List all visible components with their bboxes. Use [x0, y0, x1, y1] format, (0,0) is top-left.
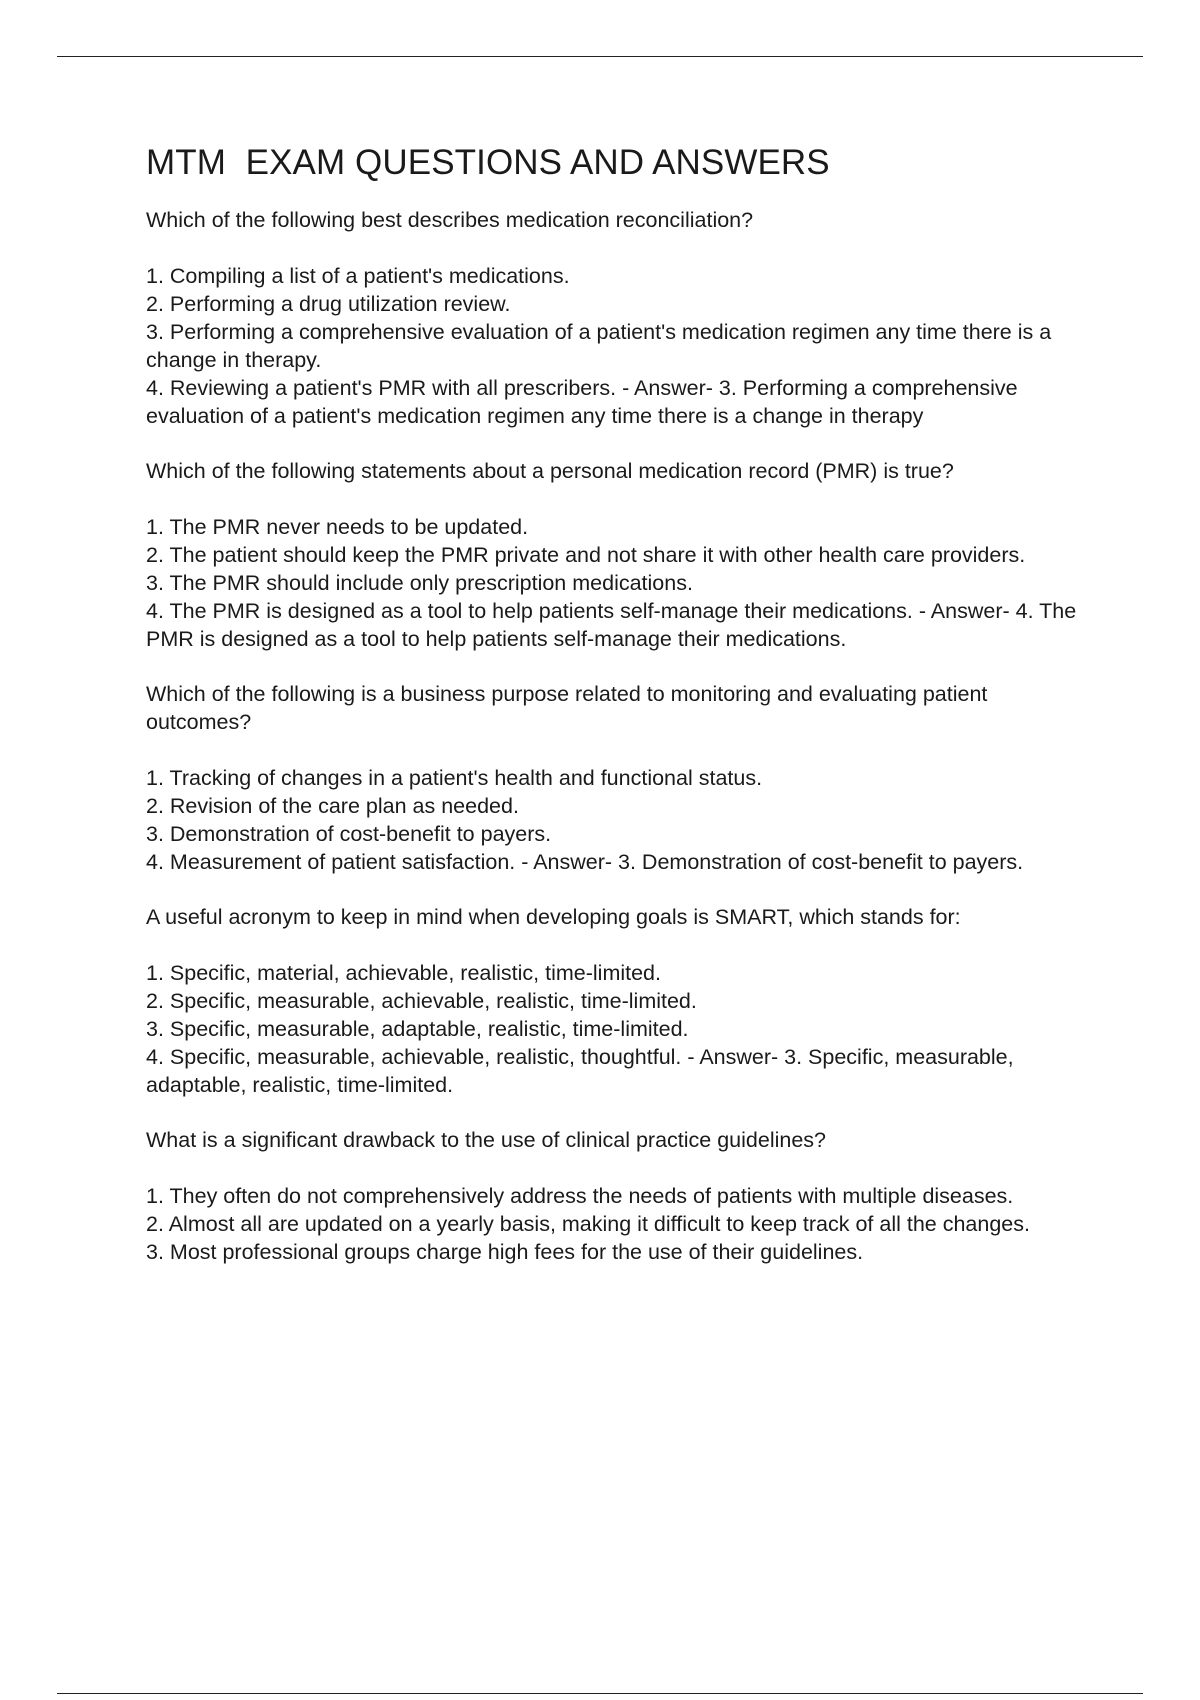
- option-item: 2. Performing a drug utilization review.: [146, 292, 511, 316]
- option-item: 2. The patient should keep the PMR private and not share it with other health care providers.: [146, 543, 1026, 567]
- option-item-with-answer: [146, 1043, 1086, 1099]
- top-rule: [57, 56, 1143, 57]
- option-item: 1. Compiling a list of a patient's medications.: [146, 264, 570, 288]
- option-item: 1. Tracking of changes in a patient's health and functional status.: [146, 766, 763, 790]
- qa-block: [146, 457, 1086, 653]
- answer-text: - Answer- 3. Performing a comprehensive evaluation of a patient's medication regimen any time there is a change in therapy: [146, 376, 1018, 428]
- bottom-rule: [57, 1693, 1143, 1694]
- answer-text: - Answer- 4. The PMR is designed as a tool to help patients self-manage their medications.: [146, 599, 1077, 651]
- option-item: 3. Performing a comprehensive evaluation of a patient's medication regimen any time there is a change in therapy.: [146, 320, 1052, 372]
- option-item: 2. Almost all are updated on a yearly basis, making it difficult to keep track of all the changes.: [146, 1212, 1030, 1236]
- option-item: 3. Most professional groups charge high fees for the use of their guidelines.: [146, 1240, 864, 1264]
- options-list: [146, 513, 1086, 653]
- qa-block: [146, 903, 1086, 1099]
- option-item: 3. Specific, measurable, adaptable, realistic, time-limited.: [146, 1017, 689, 1041]
- option-item: 3. The PMR should include only prescription medications.: [146, 571, 693, 595]
- qa-block: [146, 1126, 1086, 1266]
- option-item-with-answer: [146, 597, 1086, 653]
- question-text: Which of the following best describes medication reconciliation?: [146, 208, 754, 232]
- qa-block: [146, 206, 1086, 430]
- options-list: [146, 262, 1086, 430]
- options-list: [146, 1182, 1086, 1266]
- option-text: 4. Measurement of patient satisfaction.: [146, 850, 516, 874]
- option-item-with-answer: [146, 848, 1086, 876]
- option-item: 2. Revision of the care plan as needed.: [146, 794, 519, 818]
- option-item: 1. Specific, material, achievable, realistic, time-limited.: [146, 961, 661, 985]
- options-list: [146, 959, 1086, 1099]
- option-text: 4. Specific, measurable, achievable, realistic, thoughtful.: [146, 1045, 682, 1069]
- option-item-with-answer: [146, 374, 1086, 430]
- qa-block: [146, 680, 1086, 876]
- options-list: [146, 764, 1086, 876]
- option-item: 1. The PMR never needs to be updated.: [146, 515, 529, 539]
- option-item: 1. They often do not comprehensively address the needs of patients with multiple diseases.: [146, 1184, 1014, 1208]
- option-text: 4. Reviewing a patient's PMR with all prescribers.: [146, 376, 617, 400]
- question-text: Which of the following statements about a personal medication record (PMR) is true?: [146, 459, 954, 483]
- document-body: [146, 142, 1086, 1293]
- page-title: MTM EXAM QUESTIONS AND ANSWERS: [146, 143, 830, 182]
- question-text: A useful acronym to keep in mind when developing goals is SMART, which stands for:: [146, 905, 961, 929]
- option-item: 3. Demonstration of cost-benefit to payers.: [146, 822, 552, 846]
- option-text: 4. The PMR is designed as a tool to help patients self-manage their medications.: [146, 599, 913, 623]
- option-item: 2. Specific, measurable, achievable, realistic, time-limited.: [146, 989, 697, 1013]
- answer-text: - Answer- 3. Demonstration of cost-benefit to payers.: [515, 850, 1024, 874]
- question-text: Which of the following is a business purpose related to monitoring and evaluating patient outcomes?: [146, 682, 988, 734]
- question-text: What is a significant drawback to the use of clinical practice guidelines?: [146, 1128, 826, 1152]
- answer-text: - Answer- 3. Specific, measurable, adaptable, realistic, time-limited.: [146, 1045, 1014, 1097]
